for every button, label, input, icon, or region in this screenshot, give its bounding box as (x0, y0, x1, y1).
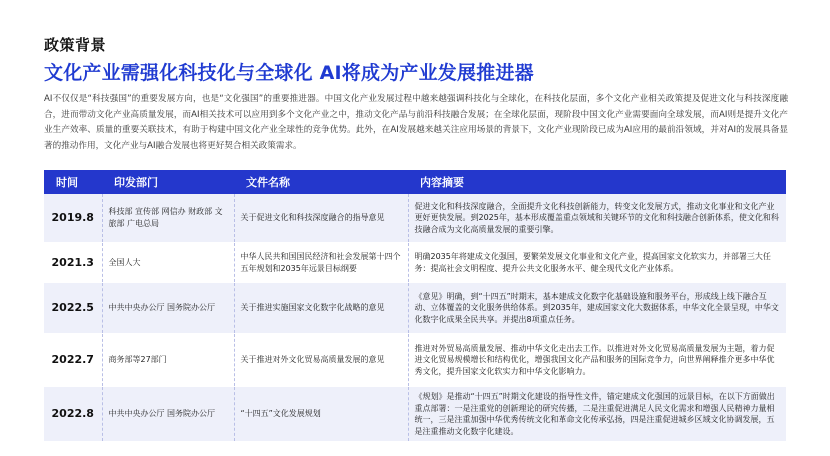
row-department: 中共中央办公厅 国务院办公厅 (102, 283, 234, 334)
row-document: 关于推进对外文化贸易高质量发展的意见 (234, 334, 408, 387)
row-document: “十四五”文化发展规划 (234, 387, 408, 442)
table-row (44, 283, 786, 334)
intro-paragraph: AI不仅仅是“科技强国”的重要发展方向，也是“文化强国”的重要推进器。中国文化产业发展过程中越来越强调科技化与全球化，在科技化层面，多个文化产业相关政策提及促进文化与科技深度融合，进而带动文化产业高质量发展，而AI相关技术可以应用到多个文化产业之中，推动文化产品与前沿科技融合发展；在全球化层面，现阶段中国文化产业需要面向全球发展，而AI则是提升文化产业生产效率、质量的重要关联技术，有助于构建中国文化产业全球性的竞争优势。此外，在AI发展越来越关注应用场景的背景下，文化产业现阶段已成为AI应用的最前沿领域，并对AI的发展具备显著的推动作用，文化产业与AI融合发展也将更好契合相关政策需求。 (44, 94, 788, 152)
row-time: 2019.8 (44, 194, 102, 243)
table-row (44, 243, 786, 283)
row-document: 中华人民共和国国民经济和社会发展第十四个五年规划和2035年远景目标纲要 (234, 243, 408, 283)
row-time: 2022.7 (44, 334, 102, 387)
header-time: 时间 (44, 170, 102, 194)
table-row (44, 387, 786, 442)
table-row (44, 334, 786, 387)
policy-table (44, 170, 786, 442)
row-time: 2022.8 (44, 387, 102, 442)
row-summary: 《意见》明确，到“十四五”时期末，基本建成文化数字化基础设施和服务平台，形成线上线下融合互动、立体覆盖的文化服务供给体系。到2035年，建成国家文化大数据体系，中华文化全景呈现，中华文化数字化成果全民共享。并提出8项重点任务。 (408, 283, 786, 334)
row-summary: 促进文化和科技深度融合，全面提升文化科技创新能力，转变文化发展方式，推动文化事业和文化产业更好更快发展。到2025年，基本形成覆盖重点领域和关键环节的文化和科技融合创新体系，使文化和科技融合成为文化高质量发展的重要引擎。 (408, 194, 786, 243)
row-department: 商务部等27部门 (102, 334, 234, 387)
header-summary: 内容摘要 (408, 170, 786, 194)
table-row (44, 194, 786, 243)
row-department: 科技部 宣传部 网信办 财政部 文旅部 广电总局 (102, 194, 234, 243)
row-summary: 《规划》是推动“十四五”时期文化建设的指导性文件，锚定建成文化强国的远景目标，在以下方面做出重点部署：一是注重党的创新理论的研究传播，二是注重促进满足人民文化需求和增强人民精神力量相统一，三是注重加强中华优秀传统文化和革命文化传承弘扬，四是注重促进城乡区域文化协调发展，五是注重推动文化数字化建设。 (408, 387, 786, 442)
row-time: 2022.5 (44, 283, 102, 334)
row-summary: 明确2035年将建成文化强国，要繁荣发展文化事业和文化产业，提高国家文化软实力，并部署三大任务：提高社会文明程度、提升公共文化服务水平、健全现代文化产业体系。 (408, 243, 786, 283)
row-document: 关于推进实施国家文化数字化战略的意见 (234, 283, 408, 334)
table-header-row (44, 170, 786, 194)
row-time: 2021.3 (44, 243, 102, 283)
row-department: 全国人大 (102, 243, 234, 283)
header-department: 印发部门 (102, 170, 234, 194)
header-document: 文件名称 (234, 170, 408, 194)
row-document: 关于促进文化和科技深度融合的指导意见 (234, 194, 408, 243)
section-label: 政策背景 (44, 36, 107, 54)
row-summary: 推进对外贸易高质量发展、推动中华文化走出去工作。以推进对外文化贸易高质量发展为主题，着力促进文化贸易规模增长和结构优化，增强我国文化产品和服务的国际竞争力，向世界阐释推介更多中华优秀文化，提升国家文化软实力和中华文化影响力。 (408, 334, 786, 387)
page-title: 文化产业需强化科技化与全球化 AI将成为产业发展推进器 (44, 62, 534, 84)
row-department: 中共中央办公厅 国务院办公厅 (102, 387, 234, 442)
